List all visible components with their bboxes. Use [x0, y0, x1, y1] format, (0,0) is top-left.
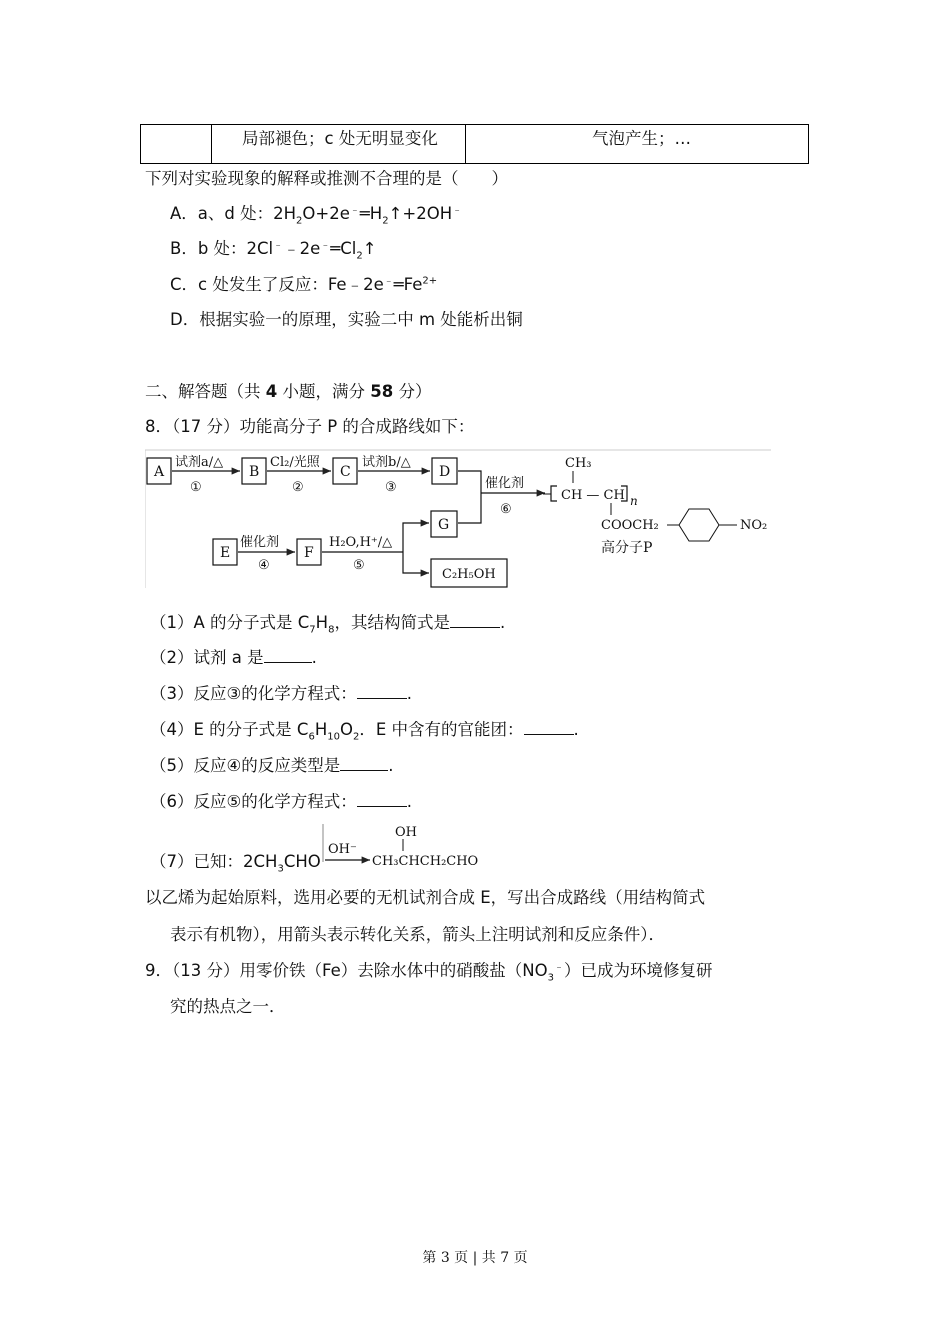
polymer-no2: NO₂: [740, 518, 768, 533]
table-divider: [465, 125, 466, 163]
compound-label-b: B: [249, 464, 260, 480]
polymer-label: 高分子P: [601, 540, 653, 556]
benzene-ring: [679, 509, 719, 541]
reagent-1: 试剂a/△: [175, 455, 224, 470]
synthesis-task-line-1: 以乙烯为起始原料，选用必要的无机试剂合成 E，写出合成路线（用结构简式: [145, 888, 706, 907]
compound-label-e: E: [220, 545, 231, 561]
q8-sub-5: （5）反应④的反应类型是 .: [150, 756, 394, 775]
page-footer: 第 3 页 | 共 7 页: [422, 1250, 528, 1266]
option-d: D．根据实验一的原理，实验二中 m 处能析出铜: [170, 310, 523, 329]
aldol-reaction-scheme: [322, 822, 482, 874]
compound-label-c: C: [340, 464, 351, 480]
reagent-5: H₂O,H⁺/△: [329, 535, 393, 550]
step-4-label: ④: [258, 558, 270, 573]
compound-label-g: G: [438, 517, 450, 533]
synthesis-task-line-2: 表示有机物），用箭头表示转化关系，箭头上注明试剂和反应条件）．: [170, 925, 665, 944]
section-heading: 二、解答题（共 4 小题，满分 58 分）: [145, 382, 432, 401]
polymer-bracket-left: [551, 486, 557, 501]
question-9-stem-line-2: 究的热点之一．: [170, 997, 286, 1016]
step-2-label: ②: [292, 480, 304, 495]
option-c: C．c 处发生了反应：$Fe﹣2e^﹣═Fe^{2+}$: [170, 275, 438, 294]
question-7-stem: 下列对实验现象的解释或推测不合理的是（ ）: [145, 169, 508, 188]
q8-sub-1: （1）A 的分子式是 $C_7H_8$，其结构简式是 .: [150, 613, 506, 636]
step-5-label: ⑤: [353, 558, 365, 573]
table-cell-observation: 局部褪色；c 处无明显变化: [242, 129, 438, 148]
question-8-stem: 8．（17 分）功能高分子 P 的合成路线如下：: [145, 417, 475, 436]
arrow-5-branch-down: [403, 552, 429, 573]
experiment-table: [140, 124, 809, 164]
question-9-stem: 9．（13 分）用零价铁（Fe）去除水体中的硝酸盐$(NO_3^﹣)$已成为环境修复研: [145, 961, 713, 984]
polymer-n: n: [630, 494, 638, 508]
polymer-ch3: CH₃: [565, 456, 592, 471]
compound-label-d: D: [439, 464, 451, 480]
q8-sub-3: （3）反应③的化学方程式： .: [150, 684, 413, 703]
polymer-ester: COOCH₂: [601, 518, 659, 533]
q8-sub-7: （7）已知：$2CH_3CHO$: [150, 852, 321, 875]
q8-sub-2: （2）试剂 a 是 .: [150, 648, 317, 667]
synthesis-route-diagram: [145, 449, 771, 589]
step-6-label: ⑥: [500, 502, 512, 517]
polymer-chain: CH — CH: [561, 488, 625, 503]
product-oh: OH: [395, 825, 417, 840]
reagent-6: 催化剂: [485, 476, 525, 491]
compound-label-f: F: [304, 545, 314, 561]
reagent-4: 催化剂: [240, 535, 280, 550]
product-formula: CH₃CHCH₂CHO: [372, 854, 479, 869]
step-3-label: ③: [385, 480, 397, 495]
compound-label-a: A: [154, 464, 165, 480]
option-a: A．a、d 处：$2H_2O+2e^﹣═H_2↑+2OH^﹣$: [170, 204, 463, 227]
compound-label-ethanol: C₂H₅OH: [442, 567, 496, 582]
step-1-label: ①: [190, 480, 202, 495]
option-b: B．b 处：$2Cl^﹣﹣2e^﹣═Cl_2↑$: [170, 239, 377, 262]
arrow-6-from-d: [458, 471, 481, 493]
reagent-2: Cl₂/光照: [270, 455, 320, 470]
q8-sub-4: （4）E 的分子式是 $C_6H_{10}O_2$．E 中含有的官能团： .: [150, 720, 579, 743]
reaction-condition: OH⁻: [328, 842, 357, 857]
table-divider: [211, 125, 212, 163]
table-cell-observation-2: 气泡产生；…: [592, 129, 691, 148]
arrow-6-from-g: [458, 493, 481, 523]
reagent-3: 试剂b/△: [362, 455, 411, 470]
arrow-5-branch-up: [403, 523, 429, 552]
q8-sub-6: （6）反应⑤的化学方程式： .: [150, 792, 413, 811]
